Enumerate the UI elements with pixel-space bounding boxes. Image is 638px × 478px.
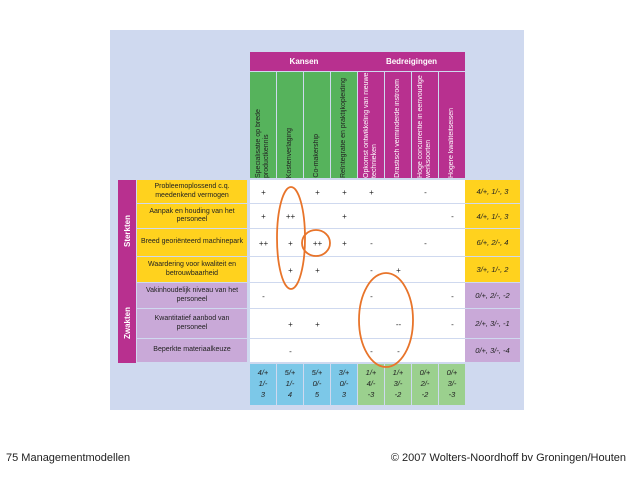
column-header-label: Opkomst ontwikkeling van nieuwe technieken bbox=[363, 72, 378, 178]
matrix-cell: - bbox=[289, 346, 292, 356]
column-total-line: 0/- bbox=[312, 379, 322, 388]
matrix-cell: - bbox=[451, 212, 454, 221]
annotation-circle-instroom bbox=[359, 273, 413, 367]
matrix-cell: + bbox=[288, 238, 293, 248]
column-total-line: -2 bbox=[394, 390, 402, 399]
row-label: Breed georiënteerd machinepark bbox=[137, 229, 247, 256]
matrix-cell: ++ bbox=[258, 238, 269, 248]
row-label: Probleemoplossend c.q. meedenkend vermogen bbox=[137, 180, 247, 203]
matrix-cell: + bbox=[261, 212, 266, 221]
annotation-circle-kostenverlaging bbox=[277, 187, 305, 289]
row-summary: 4/+, 1/-, 3 bbox=[465, 204, 520, 228]
column-header-label: Drastisch verminderde instroom bbox=[394, 79, 401, 178]
column-header-label: Hoge concurrentie in eenvoudige werksoorten bbox=[417, 75, 432, 178]
matrix-cell: - bbox=[370, 346, 373, 356]
matrix-cell: + bbox=[396, 265, 401, 275]
column-header-label: Specialisatie op brede productkennis bbox=[255, 109, 270, 178]
row-label: Waardering voor kwaliteit en betrouwbaarheid bbox=[137, 257, 247, 282]
matrix-cell: + bbox=[288, 265, 293, 275]
matrix-cell: + bbox=[342, 187, 347, 197]
row-label: Vakinhoudelijk niveau van het personeel bbox=[137, 283, 247, 308]
matrix-cell: - bbox=[424, 238, 427, 248]
column-header-label: Co-makership bbox=[313, 134, 320, 178]
annotation-circle-comakership bbox=[302, 230, 330, 256]
matrix-cell: + bbox=[315, 187, 320, 197]
column-total-line: 4/- bbox=[366, 379, 376, 388]
column-total-line: 1/- bbox=[258, 379, 268, 388]
matrix-cell: -- bbox=[395, 319, 402, 329]
column-total-line: 0/+ bbox=[446, 368, 458, 377]
matrix-cell: - bbox=[262, 291, 265, 301]
column-total-line: 3/- bbox=[393, 379, 403, 388]
matrix-cell: + bbox=[342, 238, 347, 248]
sterkten-label: Sterkten bbox=[118, 180, 136, 283]
column-total-line: 5/+ bbox=[284, 368, 296, 377]
column-total-line: -3 bbox=[448, 390, 456, 399]
column-total-line: 5/+ bbox=[311, 368, 323, 377]
column-total-line: 1/+ bbox=[365, 368, 377, 377]
matrix-cell: - bbox=[370, 238, 373, 248]
matrix-cell: ++ bbox=[312, 238, 323, 248]
matrix-cell: - bbox=[397, 346, 400, 356]
column-total-line: 5 bbox=[314, 390, 320, 399]
row-label: Kwantitatief aanbod van personeel bbox=[137, 309, 247, 338]
kansen-header: Kansen bbox=[250, 52, 358, 71]
matrix-cell: + bbox=[315, 265, 320, 275]
row-label: Aanpak en houding van het personeel bbox=[137, 204, 247, 228]
column-total-line: -3 bbox=[367, 390, 375, 399]
row-label: Beperkte materiaalkeuze bbox=[137, 339, 247, 362]
matrix-cell: - bbox=[451, 319, 454, 329]
row-summary: 0/+, 2/-, -2 bbox=[465, 283, 520, 308]
column-total-line: 3 bbox=[341, 390, 347, 399]
column-total-line: 0/- bbox=[339, 379, 349, 388]
column-total-line: 4/+ bbox=[257, 368, 269, 377]
matrix-cell: - bbox=[424, 187, 427, 197]
matrix-cell: ++ bbox=[285, 212, 296, 221]
footer-left: 75 Managementmodellen bbox=[6, 452, 131, 464]
column-header-label: Hogere kwaliteitseisen bbox=[448, 107, 455, 178]
column-header-label: Reïntegratie en praktijkopleiding bbox=[340, 77, 347, 178]
matrix-cell: + bbox=[261, 187, 266, 197]
row-summary: 6/+, 2/-, 4 bbox=[465, 229, 520, 256]
matrix-cell: - bbox=[370, 265, 373, 275]
matrix-cell: - bbox=[370, 291, 373, 301]
row-summary: 4/+, 1/-, 3 bbox=[465, 180, 520, 203]
column-total-line: 4 bbox=[287, 390, 293, 399]
matrix-cell: + bbox=[288, 319, 293, 329]
column-total-line: -2 bbox=[421, 390, 429, 399]
column-total-line: 3/+ bbox=[338, 368, 350, 377]
matrix-cell: + bbox=[342, 212, 347, 221]
row-summary: 3/+, 1/-, 2 bbox=[465, 257, 520, 282]
column-total-line: 0/+ bbox=[419, 368, 431, 377]
row-summary: 2/+, 3/-, -1 bbox=[465, 309, 520, 338]
column-total-line: 3 bbox=[260, 390, 266, 399]
bedreigingen-header: Bedreigingen bbox=[358, 52, 465, 71]
column-total-line: 1/+ bbox=[392, 368, 404, 377]
footer-right: © 2007 Wolters-Noordhoff bv Groningen/Houten bbox=[390, 452, 626, 464]
column-total-line: 1/- bbox=[285, 379, 295, 388]
column-total-line: 3/- bbox=[447, 379, 457, 388]
matrix-cell: + bbox=[315, 319, 320, 329]
column-header-label: Kostenverlaging bbox=[286, 127, 293, 178]
matrix-cell: - bbox=[451, 291, 454, 301]
matrix-cell: + bbox=[369, 187, 374, 197]
row-summary: 0/+, 3/-, -4 bbox=[465, 339, 520, 362]
column-total-line: 2/- bbox=[420, 379, 430, 388]
zwakten-label: Zwakten bbox=[118, 283, 136, 363]
